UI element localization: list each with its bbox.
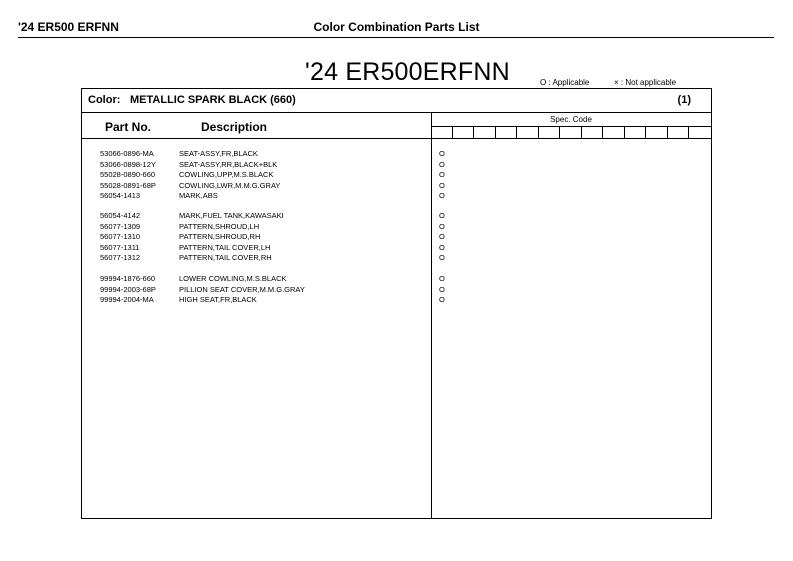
- part-description: HIGH SEAT,FR,BLACK: [179, 295, 257, 304]
- page-number: (1): [677, 94, 691, 106]
- part-number: 56077-1309: [100, 221, 141, 231]
- part-number: 56077-1311: [100, 242, 140, 252]
- legend-not-applicable: × : Not applicable: [614, 78, 677, 87]
- spec-cell: [431, 127, 453, 139]
- table-row: [82, 211, 711, 221]
- spec-cell: [603, 127, 625, 139]
- table-row: [82, 285, 711, 295]
- spec-cell: [517, 127, 539, 139]
- table-row: [82, 222, 711, 232]
- part-number: 53066-0898-12Y: [100, 159, 156, 169]
- part-description: MARK,FUEL TANK,KAWASAKI: [179, 211, 284, 220]
- part-number: 53066-0896-MA: [100, 149, 154, 158]
- applicable-mark: O: [439, 149, 445, 158]
- part-description: PILLION SEAT COVER,M.M.G.GRAY: [179, 284, 305, 294]
- spec-cell: [496, 127, 518, 139]
- spec-cell: [668, 127, 690, 139]
- spec-cell: [474, 127, 496, 139]
- applicable-mark: O: [439, 274, 445, 283]
- spec-cell: [560, 127, 582, 139]
- applicable-mark: O: [439, 253, 445, 262]
- applicable-mark: O: [439, 191, 445, 200]
- part-number: 56077-1312: [100, 253, 141, 262]
- part-number: 99994-1876-660: [100, 274, 156, 283]
- part-description: SEAT-ASSY,RR,BLACK+BLK: [179, 159, 278, 169]
- applicable-mark: O: [439, 242, 445, 252]
- part-description: COWLING,LWR,M.M.G.GRAY: [179, 180, 281, 190]
- applicable-mark: O: [439, 159, 445, 169]
- spec-code-cells: [431, 126, 711, 139]
- table-row: [82, 160, 711, 170]
- part-number: 55028-0891-68P: [100, 180, 156, 190]
- model-title: '24 ER500ERFNN: [305, 58, 510, 86]
- spec-cell: [689, 127, 711, 139]
- part-number: 99994-2004-MA: [100, 295, 154, 304]
- table-row: [82, 243, 711, 253]
- table-row: [82, 295, 711, 305]
- document-title: Color Combination Parts List: [313, 20, 480, 34]
- part-description: PATTERN,SHROUD,RH: [179, 232, 261, 241]
- spec-cell: [539, 127, 561, 139]
- spec-cell: [582, 127, 604, 139]
- part-description: PATTERN,TAIL COVER,LH: [179, 242, 271, 252]
- part-description: SEAT-ASSY,FR,BLACK: [179, 149, 258, 158]
- applicable-mark: O: [439, 232, 445, 241]
- part-number: 99994-2003-68P: [100, 284, 156, 294]
- color-value: METALLIC SPARK BLACK (660): [130, 94, 296, 106]
- color-label: Color:: [88, 94, 121, 106]
- header-rule: [18, 37, 774, 38]
- spec-code-header: Spec. Code: [550, 115, 592, 124]
- part-number: 56054-1413: [100, 191, 141, 200]
- parts-table: [81, 88, 712, 519]
- header-model: '24 ER500 ERFNN: [18, 20, 119, 34]
- color-row: [82, 89, 711, 113]
- applicable-mark: O: [439, 211, 445, 220]
- applicable-mark: O: [439, 170, 445, 179]
- applicable-mark: O: [439, 284, 445, 294]
- part-no-header: Part No.: [105, 120, 152, 134]
- part-number: 55028-0890-660: [100, 170, 156, 179]
- part-description: COWLING,UPP,M.S.BLACK: [179, 170, 274, 179]
- description-header: Description: [201, 120, 268, 134]
- part-number: 56077-1310: [100, 232, 141, 241]
- applicable-mark: O: [439, 221, 445, 231]
- part-number: 56054-4142: [100, 211, 141, 220]
- table-row: [82, 191, 711, 201]
- table-row: [82, 274, 711, 284]
- legend-applicable: O : Applicable: [540, 78, 590, 87]
- table-row: [82, 232, 711, 242]
- spec-cell: [453, 127, 475, 139]
- table-row: [82, 149, 711, 159]
- table-row: [82, 181, 711, 191]
- part-description: LOWER COWLING,M.S.BLACK: [179, 274, 287, 283]
- table-row: [82, 253, 711, 263]
- spec-cell: [646, 127, 668, 139]
- applicable-mark: O: [439, 180, 445, 190]
- part-description: MARK,ABS: [179, 191, 218, 200]
- table-row: [82, 170, 711, 180]
- part-description: PATTERN,SHROUD,LH: [179, 221, 260, 231]
- spec-cell: [625, 127, 647, 139]
- applicable-mark: O: [439, 295, 445, 304]
- part-description: PATTERN,TAIL COVER,RH: [179, 253, 272, 262]
